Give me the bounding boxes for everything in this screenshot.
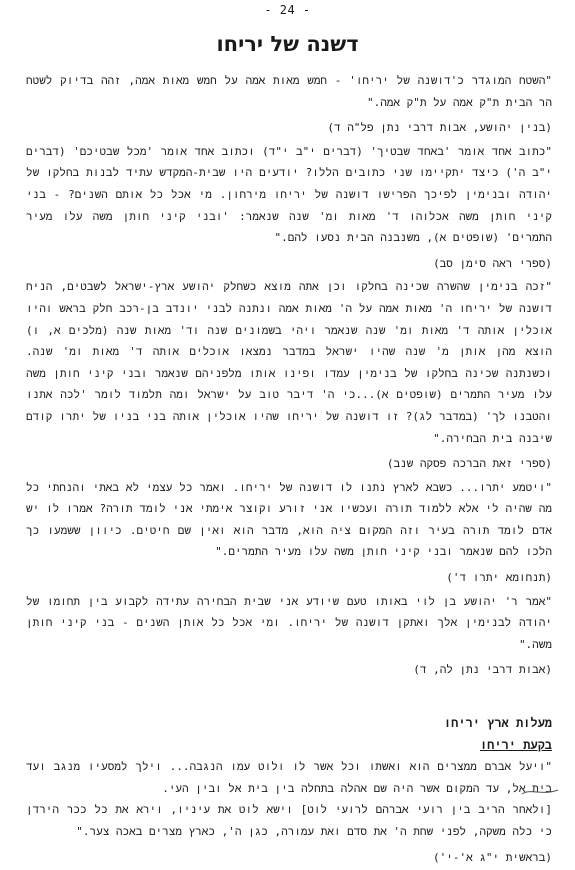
source-citation: (בנין יהושע, אבות דרבי נתן פל"ה ד) [327,121,552,135]
document-body [26,70,552,870]
quote-paragraph: "זכה בנימין שהשרה שכינה בחלקו וכן אתה מוצא כשחלק יהושע ארץ-ישראל לשבטים, הניח דושנה של יריחו ה' מאות אמה על ה' מאות אמה ונתנה לבני יונדב בן-רכב חלק בראש והיו אוכלין אותה ד' מאות ומ' שנה שנאמר ויהי בשמונים שנה וד' מאות שנה (מלכים א, ו) הוצא מהן אותן מ' שנה שהיו ישראל במדבר נמצאו אוכלים אותה ד' מאות ומ' שנה. וכשנתנה שכינה בחלקו של בנימין עמדו ופינו אותו מלפניהם שנאמר ובני קיני חותן משה עלו מעיר התמרים (שופטים א)...כי ה' דיבר טוב על ישראל ומה תלמוד לומר 'לכה אתנו והטבנו לך' (במדבר לג)? זו דושנה של יריחו שהיו אוכלין אותה בני בניו של יתרו קודם שיבנה בית הבחירה." [26,280,552,445]
section-spacer [26,683,552,713]
quote-paragraph: "ויעל אברם ממצרים הוא ואשתו וכל אשר לו ולוט עמו הנגבה... וילך למסעיו מנגב ועד בית אל, עד המקום אשר היה שם אהלה בתחלה בין בית אל ובין העי. [26,760,552,795]
source-citation: (אבות דרבי נתן לה, ד) [413,663,552,677]
quote-paragraph: [ולאחר הריב בין רועי אברהם לרועי לוט] וישא לוט את עיניו, וירא את כל ככר הירדן כי כלה משקה, לפני שחת ה' את סדם ואת עמורה, כגן ה', כארץ מצרים באכה צער." [26,803,552,838]
quote-paragraph: "ויטמע יתרו... כשבא לארץ נתנו לו דושנה של יריחו. ואמר כל עצמי לא באתי והנחתי כל מה שהיה לי אלא ללמוד תורה ועכשיו אני זורע וקוצר אימתי אני לומד תורה? אמרו לו יש אדם לומד תורה בעיר וזה המקום ציה הוא, מדבר הוא ואין שם חיטים. כיוון ששמעו כך הלכו להם שנאמר ובני קיני חותן משה עלו מעיר התמרים." [26,480,552,559]
source-citation: (בראשית י"ג א'-י') [433,850,552,864]
subsection-heading: בקעת יריחו [479,737,552,752]
source-citation: (ספרי זאת הברכה פסקה שנב) [386,457,552,471]
page-title: דשנה של יריחו [216,32,359,56]
pen-mark-icon [520,784,560,798]
quote-paragraph: "השטח המוגדר כ'דושנה של יריחו' - חמש מאות אמה על חמש מאות אמה, זהה בדיוק לשטח הר הבית ת"ק אמה על ת"ק אמה." [26,74,552,109]
page-number: - 24 - [264,3,311,17]
quote-paragraph: "אמר ר' יהושע בן לוי באותו טעם שיודע אני שבית הבחירה עתידה לקבוע בין תחומו של יהודה לבנימין אלך ואתקן דושנה של יריחו. ומי אכל כל אותן השנים - בני קיני חותן משה." [26,594,552,651]
source-citation: (תנחומא יתרו ד') [446,571,552,585]
quote-paragraph: "כתוב אחד אומר 'באחד שבטיך' (דברים י"ב י"ד) וכתוב אחד אומר 'מכל שבטיכם' (דברים י"ב ה') כיצד יתקיימו שני כתובים הללו? יודעים היו שבית-המקדש עתיד לבנות בחלקו של יהודה ובנימין לפיכך הפרישו דושנה של יריחו מירחון. מי אכל כל אותם השנים? - בני קיני חותן משה אכלוהו ד' מאות ומ' שנה שנאמר: 'ובני קיני חותן משה עלו מעיר התמרים' (שופטים א), משנבנה הבית נסעו להם." [26,144,552,245]
source-citation: (ספרי ראה סימן סב) [433,256,552,270]
section-heading: מעלות ארץ יריחו [443,716,552,731]
